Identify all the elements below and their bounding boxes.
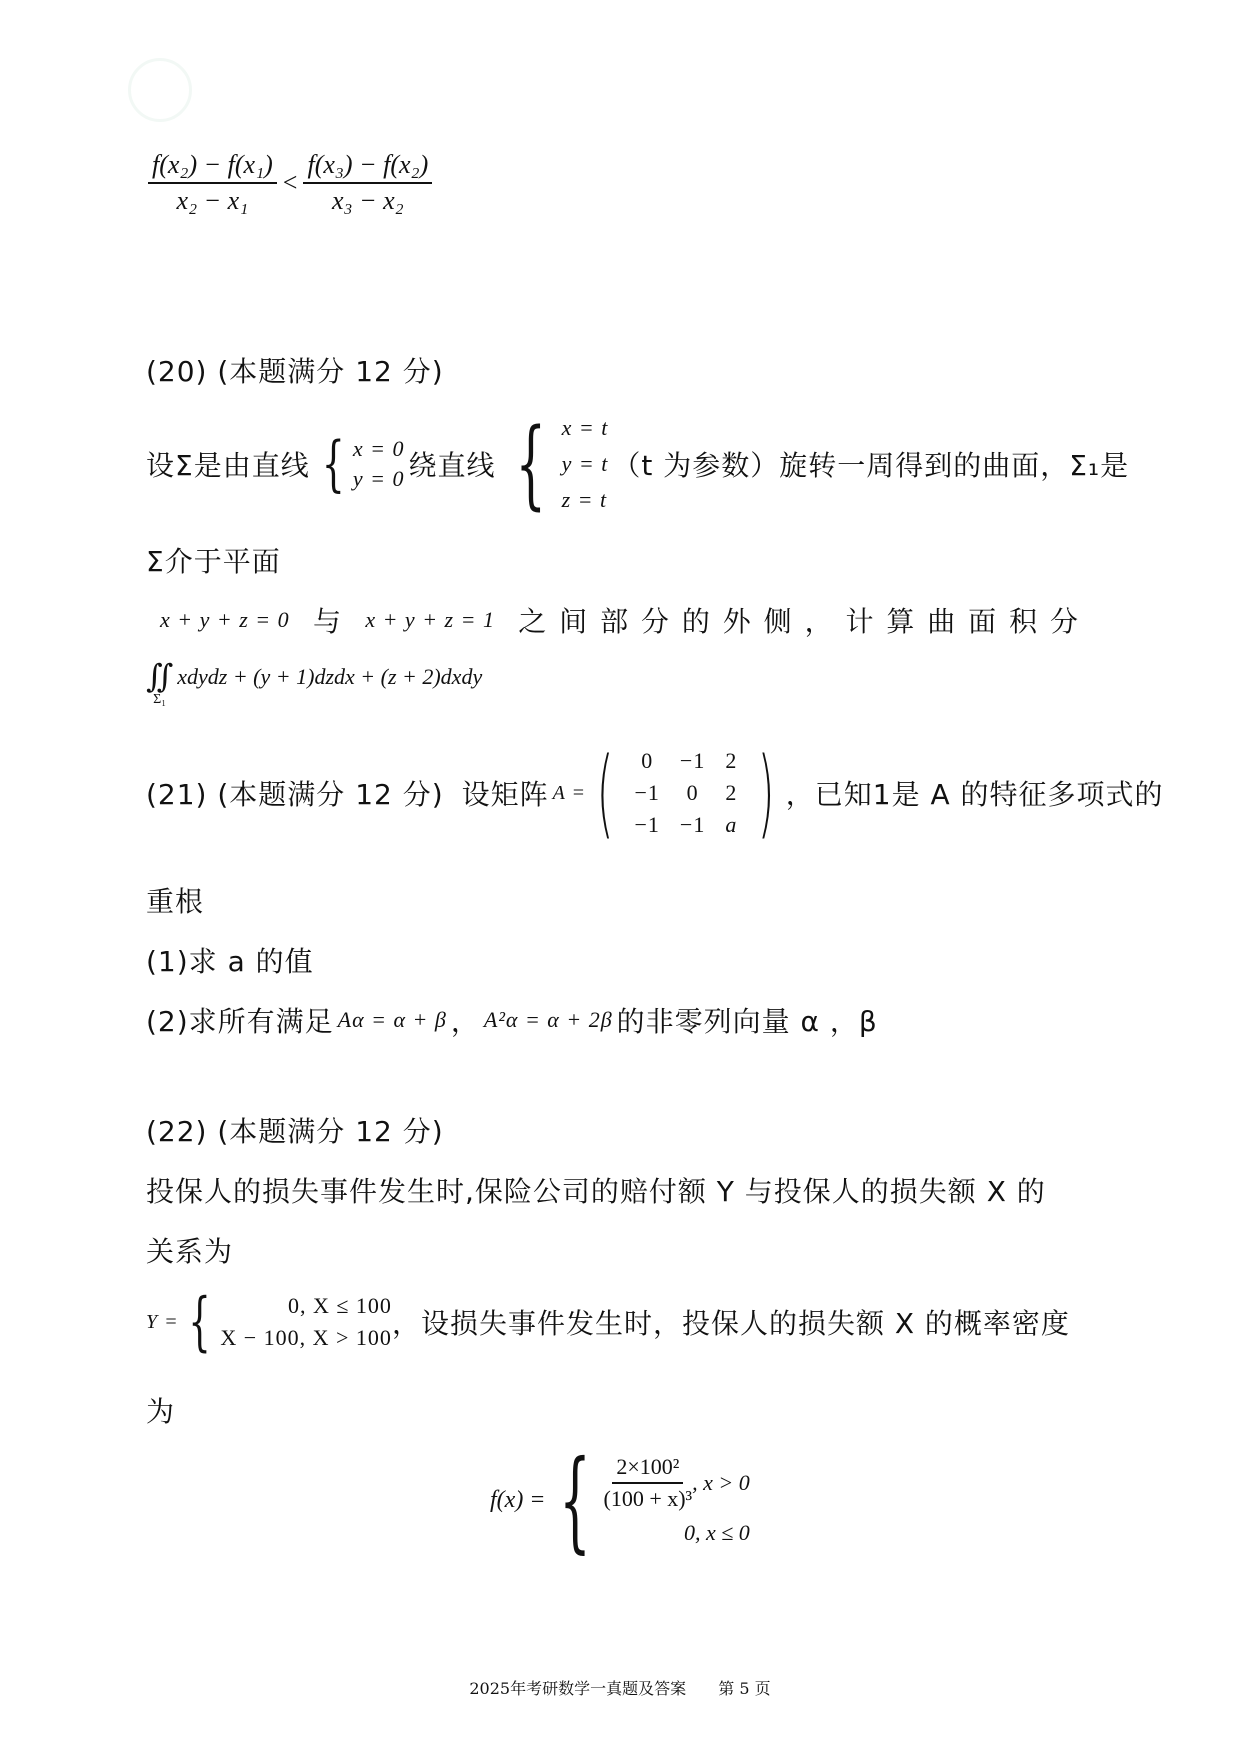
matrix-cell: 2 (725, 780, 738, 805)
q20-line3 (160, 600, 1080, 640)
q21-line2: 重根 (146, 885, 205, 918)
watermark (128, 58, 416, 122)
left-brace-icon: { (188, 1285, 211, 1359)
integrand: xdydz + (y + 1)dzdx + (z + 2)dxdy (177, 664, 483, 689)
matrix-cell: 2 (725, 748, 738, 773)
page-footer (0, 1676, 1240, 1699)
matrix-cell: a (725, 812, 738, 837)
plane-1: x + y + z = 0 (160, 607, 290, 632)
axis-eq-2: y = t (561, 451, 609, 476)
density-denominator: (100 + x)³ (603, 1486, 693, 1511)
q20-line2: Σ介于平面 (146, 545, 281, 578)
case-2: 0, x ≤ 0 (683, 1520, 750, 1545)
watermark-text (206, 70, 416, 110)
matrix-cell: −1 (679, 748, 706, 773)
left-brace-icon: { (321, 429, 346, 499)
matrix-A (586, 737, 786, 849)
line-system (314, 429, 405, 499)
axis-eq-3: z = t (561, 487, 608, 512)
matrix-cell: −1 (679, 812, 706, 837)
y-case-2: X − 100, X > 100 (220, 1325, 392, 1350)
watermark-logo-icon (128, 58, 192, 122)
lhs-denominator: x₂ − x₁ (176, 186, 249, 215)
rhs-fraction (303, 150, 432, 216)
q22-line2: 关系为 (146, 1235, 234, 1268)
q20-header: (20) (本题满分 12 分) (146, 355, 444, 388)
y-case-1: 0, X ≤ 100 (287, 1293, 392, 1318)
matrix-cell: 0 (641, 748, 654, 773)
axis-system (500, 410, 609, 518)
q21-part2 (146, 1000, 878, 1040)
density-function (490, 1436, 750, 1564)
q20-line1-prefix: 设Σ是由直线 (146, 449, 310, 482)
matrix-cell: 0 (686, 780, 699, 805)
y-cases (179, 1285, 392, 1359)
q20-line1-suffix: （t 为参数）旋转一周得到的曲面，Σ₁是 (612, 449, 1130, 482)
eq-2: A²α = α + 2β (483, 1007, 613, 1032)
right-paren-icon: ) (757, 737, 776, 849)
footer-title: 2025年考研数学一真题及答案 (469, 1679, 687, 1698)
surface-integral (146, 660, 482, 708)
f-lhs: f(x) = (490, 1486, 546, 1513)
integral-domain: Σ₁ (153, 692, 167, 707)
top-inequality (148, 150, 432, 216)
q22-line3-suffix: ，设损失事件发生时，投保人的损失额 X 的概率密度 (391, 1307, 1070, 1340)
matrix-cell: −1 (634, 780, 660, 805)
q21-prefix: 设矩阵 (461, 778, 549, 811)
rhs-numerator: f(x₃) − f(x₂) (303, 150, 432, 184)
left-paren-icon: ( (596, 737, 614, 849)
matrix-name: A = (552, 781, 587, 804)
q20-line3-mid: 与 (312, 605, 342, 638)
q21-part2-prefix: (2)求所有满足 (146, 1005, 334, 1038)
double-integral-icon: ∬ (146, 658, 174, 694)
left-brace-icon: { (558, 1436, 591, 1564)
case-1-condition: , x > 0 (692, 1470, 750, 1495)
matrix-cell: −1 (634, 812, 660, 837)
q22-header: (22) (本题满分 12 分) (146, 1115, 444, 1148)
lhs-fraction (148, 150, 277, 216)
left-brace-icon: { (515, 408, 547, 520)
q22-line3 (146, 1285, 1070, 1359)
line-eq-1: x = 0 (352, 436, 405, 461)
q21-part1: (1)求 a 的值 (146, 945, 314, 978)
q20-line1-mid: 绕直线 (408, 449, 496, 482)
q22-line4: 为 (146, 1395, 176, 1428)
footer-page: 第 5 页 (718, 1679, 771, 1698)
plane-2: x + y + z = 1 (365, 607, 495, 632)
q21-part2-suffix: 的非零列向量 α ，β (616, 1005, 878, 1038)
q21-part2-sep: ， (450, 1005, 480, 1038)
y-lhs: Y = (146, 1310, 179, 1333)
eq-1: Aα = α + β (337, 1007, 447, 1032)
density-numerator: 2×100² (612, 1454, 683, 1484)
q21-header: (21) (本题满分 12 分) (146, 778, 444, 811)
q22-line1: 投保人的损失事件发生时,保险公司的赔付额 Y 与投保人的损失额 X 的 (146, 1175, 1046, 1208)
less-than: < (282, 168, 298, 197)
axis-eq-1: x = t (561, 415, 609, 440)
q21-suffix: ，已知1是 A 的特征多项式的 (785, 778, 1164, 811)
line-eq-2: y = 0 (352, 466, 405, 491)
lhs-numerator: f(x₂) − f(x₁) (148, 150, 277, 184)
q21-line1 (146, 737, 1164, 849)
q20-line1 (146, 410, 1129, 518)
q20-line3-suffix: 之 间 部 分 的 外 侧 ， 计 算 曲 面 积 分 (518, 605, 1080, 638)
rhs-denominator: x₃ − x₂ (332, 186, 404, 215)
density-fraction (604, 1454, 693, 1512)
